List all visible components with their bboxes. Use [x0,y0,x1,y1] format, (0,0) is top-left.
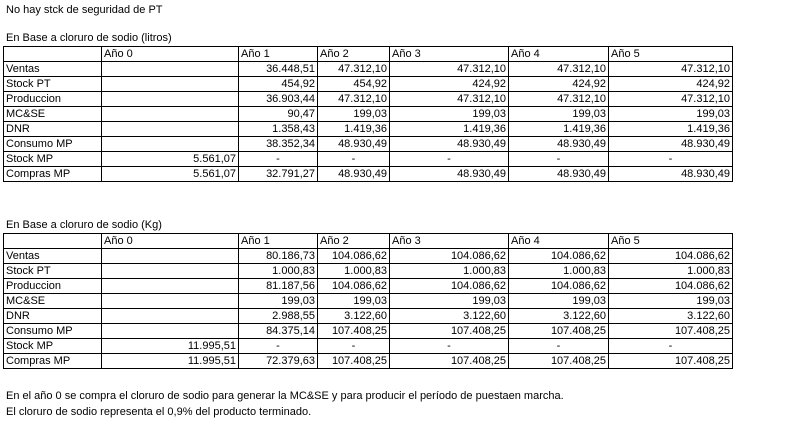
table-cell: 1.358,43 [239,122,318,137]
row-label: Consumo MP [4,137,102,152]
table-cell [102,77,239,92]
row-label: Stock PT [4,264,102,279]
table-cell: - [318,339,390,354]
table-cell: 1.000,83 [318,264,390,279]
table-cell: 47.312,10 [390,92,509,107]
table-cell: 104.086,62 [509,279,609,294]
table-cell: 104.086,62 [390,279,509,294]
table-cell: - [509,339,609,354]
table-row [4,167,733,182]
table-cell [102,137,239,152]
row-label: Ventas [4,62,102,77]
table-cell: 199,03 [390,294,509,309]
table-cell: 454,92 [239,77,318,92]
table-cell: 36.903,44 [239,92,318,107]
table-row [4,77,733,92]
table-cell: 3.122,60 [509,309,609,324]
table-cell: 104.086,62 [609,249,733,264]
table-cell: 104.086,62 [318,279,390,294]
table-cell: 48.930,49 [609,137,733,152]
table-cell [102,122,239,137]
table-row [4,92,733,107]
table-cell: 199,03 [390,107,509,122]
column-header: Año 0 [102,234,239,249]
column-header: Año 3 [390,234,509,249]
row-label: Stock MP [4,339,102,354]
table-cell [102,249,239,264]
table-cell: 199,03 [318,294,390,309]
column-header: Año 0 [102,47,239,62]
table-cell: 48.930,49 [509,137,609,152]
table-kg [3,233,733,369]
table-cell: 199,03 [609,294,733,309]
table-cell: 424,92 [609,77,733,92]
table-cell: 3.122,60 [390,309,509,324]
table-cell: 104.086,62 [609,279,733,294]
table-cell: 48.930,49 [318,167,390,182]
header-row [4,234,733,249]
table-row [4,107,733,122]
table-cell: 47.312,10 [318,92,390,107]
table-row [4,309,733,324]
table2-caption: En Base a cloruro de sodio (Kg) [6,219,162,231]
page-title: No hay stck de seguridad de PT [6,4,163,16]
table-cell [102,264,239,279]
table-cell: 2.988,55 [239,309,318,324]
column-header: Año 5 [609,47,733,62]
table-cell [102,107,239,122]
table-cell: 1.000,83 [239,264,318,279]
table-row [4,294,733,309]
table-cell: 5.561,07 [102,167,239,182]
header-corner-cell [4,47,102,62]
table-row [4,279,733,294]
table-cell: 47.312,10 [509,62,609,77]
row-label: Compras MP [4,167,102,182]
column-header: Año 5 [609,234,733,249]
table-cell: 104.086,62 [509,249,609,264]
table-cell: 47.312,10 [390,62,509,77]
table-row [4,122,733,137]
row-label: Stock PT [4,77,102,92]
table-row [4,324,733,339]
table-row [4,339,733,354]
note-2: El cloruro de sodio representa el 0,9% del producto terminado. [6,406,312,418]
table-row [4,152,733,167]
column-header: Año 2 [318,47,390,62]
table-cell: 107.408,25 [390,324,509,339]
table-cell: 38.352,34 [239,137,318,152]
table-cell: 107.408,25 [390,354,509,369]
column-header: Año 4 [509,234,609,249]
table-cell: 104.086,62 [318,249,390,264]
row-label: DNR [4,122,102,137]
table-litros [3,46,733,182]
table-row [4,354,733,369]
table-cell [102,309,239,324]
table-cell: 5.561,07 [102,152,239,167]
table-cell: 199,03 [609,107,733,122]
table-cell: 107.408,25 [609,354,733,369]
table-cell: - [239,339,318,354]
row-label: MC&SE [4,107,102,122]
table-row [4,249,733,264]
column-header: Año 1 [239,234,318,249]
table-cell: 47.312,10 [318,62,390,77]
table-cell: - [239,152,318,167]
table-cell: 47.312,10 [509,92,609,107]
table-cell: 424,92 [509,77,609,92]
table-cell: 107.408,25 [509,354,609,369]
table-cell: 48.930,49 [390,137,509,152]
row-label: Produccion [4,279,102,294]
column-header: Año 2 [318,234,390,249]
table-cell: - [509,152,609,167]
table-cell: 48.930,49 [318,137,390,152]
table-cell: 107.408,25 [509,324,609,339]
table-cell: 32.791,27 [239,167,318,182]
table-cell: 199,03 [318,107,390,122]
table-cell: 3.122,60 [318,309,390,324]
table-cell: 199,03 [509,294,609,309]
table-cell: 72.379,63 [239,354,318,369]
table-cell: 80.186,73 [239,249,318,264]
table-cell [102,324,239,339]
table-cell: 1.419,36 [509,122,609,137]
table-cell: 107.408,25 [318,354,390,369]
table-row [4,137,733,152]
table-cell: 1.000,83 [509,264,609,279]
table-cell: 90,47 [239,107,318,122]
table-cell [102,62,239,77]
table-cell: 48.930,49 [509,167,609,182]
table-cell: 48.930,49 [609,167,733,182]
table-cell: 1.000,83 [609,264,733,279]
table-cell: 199,03 [509,107,609,122]
table-cell: 1.419,36 [318,122,390,137]
table-cell: 11.995,51 [102,354,239,369]
row-label: Compras MP [4,354,102,369]
row-label: Stock MP [4,152,102,167]
table-cell: 1.419,36 [609,122,733,137]
table-row [4,62,733,77]
header-row [4,47,733,62]
row-label: Consumo MP [4,324,102,339]
table-cell: - [390,339,509,354]
table-cell: 199,03 [239,294,318,309]
table-cell: 84.375,14 [239,324,318,339]
table-cell: - [318,152,390,167]
table-row [4,264,733,279]
table-cell: - [609,339,733,354]
note-1: En el año 0 se compra el cloruro de sodio para generar la MC&SE y para producir el período de puestaen marcha. [6,390,564,402]
table-cell: 1.419,36 [390,122,509,137]
row-label: MC&SE [4,294,102,309]
table-cell: 47.312,10 [609,62,733,77]
table-cell: 107.408,25 [609,324,733,339]
table-cell: 107.408,25 [318,324,390,339]
table-cell: 36.448,51 [239,62,318,77]
table-cell [102,294,239,309]
table-cell: - [609,152,733,167]
table-cell [102,279,239,294]
table-cell: 454,92 [318,77,390,92]
table-cell: 48.930,49 [390,167,509,182]
table-cell: 11.995,51 [102,339,239,354]
table1-caption: En Base a cloruro de sodio (litros) [6,32,172,44]
column-header: Año 1 [239,47,318,62]
table-cell: 104.086,62 [390,249,509,264]
column-header: Año 4 [509,47,609,62]
table-cell: 81.187,56 [239,279,318,294]
header-corner-cell [4,234,102,249]
table-cell [102,92,239,107]
table-cell: 424,92 [390,77,509,92]
table-cell: 3.122,60 [609,309,733,324]
table-cell: 47.312,10 [609,92,733,107]
table-cell: - [390,152,509,167]
row-label: DNR [4,309,102,324]
column-header: Año 3 [390,47,509,62]
table-cell: 1.000,83 [390,264,509,279]
row-label: Ventas [4,249,102,264]
row-label: Produccion [4,92,102,107]
